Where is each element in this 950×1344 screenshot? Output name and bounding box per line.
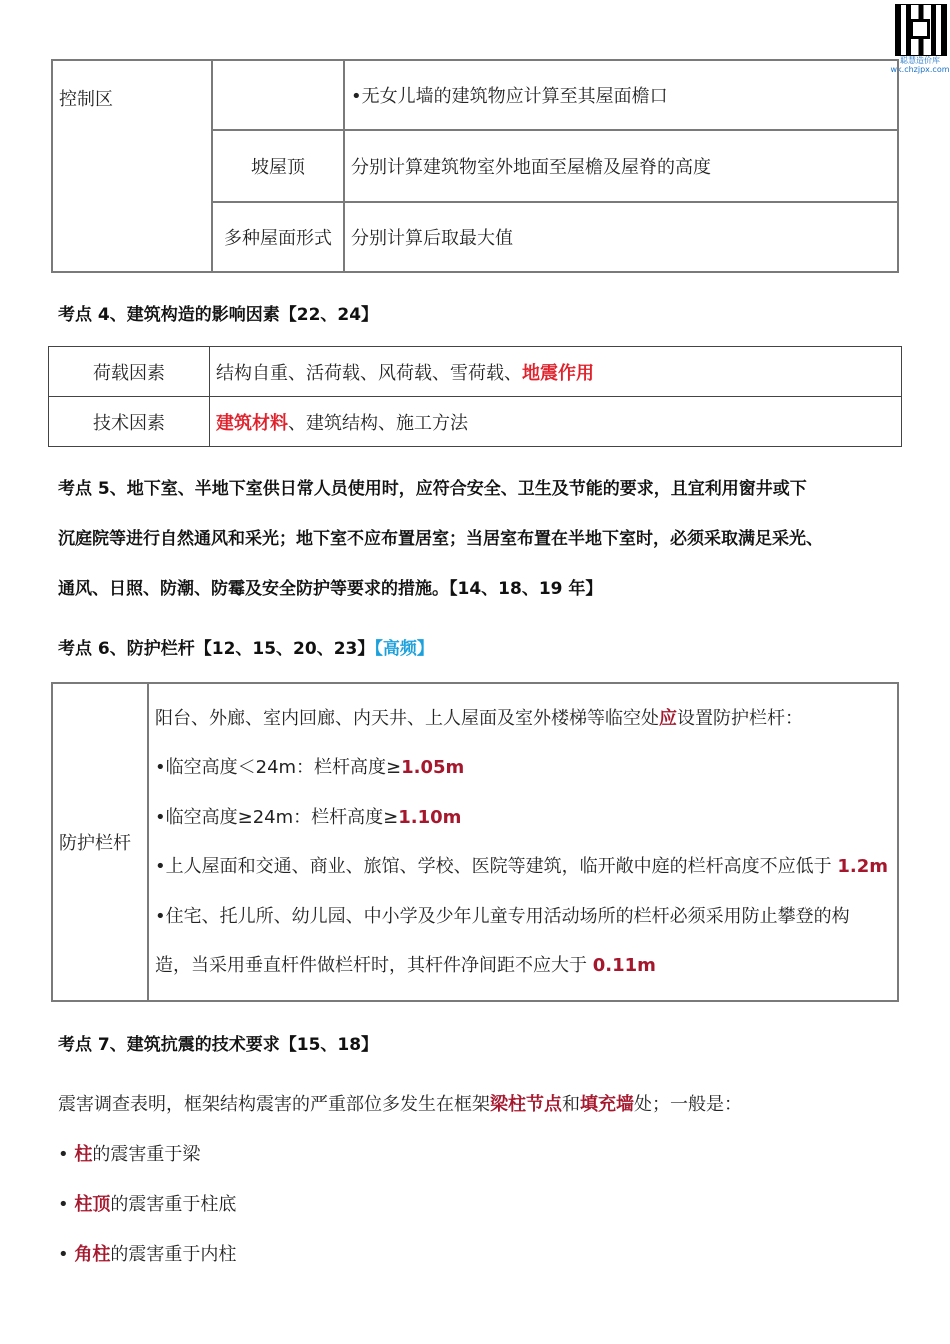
railing-content (148, 683, 898, 1001)
railing-rule-2 (155, 793, 891, 843)
bullet-item (58, 1140, 200, 1166)
load-factor-label: 荷载因素 (49, 347, 210, 397)
railing-table (51, 682, 899, 1002)
bullet-key: 角柱 (74, 1244, 111, 1265)
load-factor-value (210, 347, 902, 397)
railing-intro-text: 阳台、外廊、室内回廊、内天井、上人屋面及室外楼梯等临空处 (155, 707, 659, 729)
infill-wall: 填充墙 (580, 1094, 634, 1115)
bullet-text: 的震害重于内柱 (110, 1244, 237, 1265)
bullet-dot: • (58, 1144, 69, 1165)
empty-cell (212, 60, 344, 130)
railing-rule-4: •住宅、托儿所、幼儿园、中小学及少年儿童专用活动场所的栏杆必须采用防止攀登的构 (155, 905, 850, 927)
beam-column-joint: 梁柱节点 (490, 1094, 562, 1115)
railing-label: 防护栏杆 (52, 683, 148, 1001)
seismic-text-a: 震害调查表明，框架结构震害的严重部位多发生在框架 (58, 1094, 490, 1115)
bullet-key: 柱顶 (74, 1194, 111, 1215)
railing-rule-1-text: •临空高度＜24m：栏杆高度≥ (155, 757, 402, 778)
seismic-text-e: 处；一般是： (634, 1094, 742, 1115)
heading-point-4: 考点 4、建筑构造的影响因素【22、24】 (58, 305, 379, 325)
railing-rule-1-value: 1.05m (401, 757, 465, 778)
heading-point-7: 考点 7、建筑抗震的技术要求【15、18】 (58, 1035, 379, 1055)
tech-factor-text: 、建筑结构、施工方法 (288, 412, 468, 434)
tech-factor-value (210, 397, 902, 447)
height-table (51, 59, 899, 273)
railing-rule-2-text: •临空高度≥24m：栏杆高度≥ (155, 806, 399, 828)
railing-rule-4-value: 0.11m (592, 955, 656, 976)
control-zone-cell: 控制区 (52, 60, 212, 272)
railing-rule-3 (155, 842, 891, 892)
slope-roof-rule-cell: 分别计算建筑物室外地面至屋檐及屋脊的高度 (344, 130, 898, 202)
building-materials: 建筑材料 (216, 412, 288, 434)
railing-should: 应 (659, 707, 677, 729)
point-5-line2: 沉庭院等进行自然通风和采光；地下室不应布置居室；当居室布置在半地下室时，必须采取满足采光、 (58, 529, 823, 549)
high-frequency-tag: 【高频】 (374, 639, 434, 659)
watermark-line1: 聪慧造价库 (900, 56, 940, 65)
seismic-paragraph (58, 1090, 742, 1116)
railing-intro-end: 设置防护栏杆： (677, 707, 803, 729)
railing-rule-3-text: •上人屋面和交通、商业、旅馆、学校、医院等建筑，临开敞中庭的栏杆高度不应低于 (155, 856, 838, 877)
heading-point-6 (58, 634, 434, 659)
slope-roof-cell: 坡屋顶 (212, 130, 344, 202)
load-factor-text: 结构自重、活荷载、风荷载、雪荷载、 (216, 362, 522, 384)
bullet-key: 柱 (74, 1144, 93, 1165)
railing-rule-2-value: 1.10m (398, 806, 462, 828)
heading-point-6-text: 考点 6、防护栏杆【12、15、20、23】 (58, 639, 375, 659)
railing-rule-4-cont (155, 941, 891, 991)
bullet-dot: • (58, 1194, 69, 1215)
point-5-line1: 考点 5、地下室、半地下室供日常人员使用时，应符合安全、卫生及节能的要求，且宜利用窗井或下 (58, 479, 807, 499)
tech-factor-label: 技术因素 (49, 397, 210, 447)
railing-rule-1 (155, 743, 891, 793)
watermark-line2: wk.chzjpx.com (890, 65, 950, 74)
bullet-item (58, 1240, 236, 1266)
factors-table (48, 346, 902, 447)
railing-rule-3-value: 1.2m (837, 856, 888, 877)
seismic-text-c: 和 (562, 1094, 580, 1115)
bullet-item (58, 1190, 236, 1216)
multi-roof-rule-cell: 分别计算后取最大值 (344, 202, 898, 272)
bullet-text: 的震害重于柱底 (110, 1194, 237, 1215)
qr-code-image (895, 4, 947, 56)
railing-intro (155, 694, 891, 744)
point-5-line3: 通风、日照、防潮、防霉及安全防护等要求的措施。【14、18、19 年】 (58, 579, 603, 599)
parapet-rule-cell: •无女儿墙的建筑物应计算至其屋面檐口 (344, 60, 898, 130)
multi-roof-cell: 多种屋面形式 (212, 202, 344, 272)
bullet-text: 的震害重于梁 (92, 1144, 201, 1165)
railing-rule-4-text: 造，当采用垂直杆件做栏杆时，其杆件净间距不应大于 (155, 955, 593, 976)
bullet-dot: • (58, 1244, 69, 1265)
earthquake-action: 地震作用 (522, 362, 594, 384)
